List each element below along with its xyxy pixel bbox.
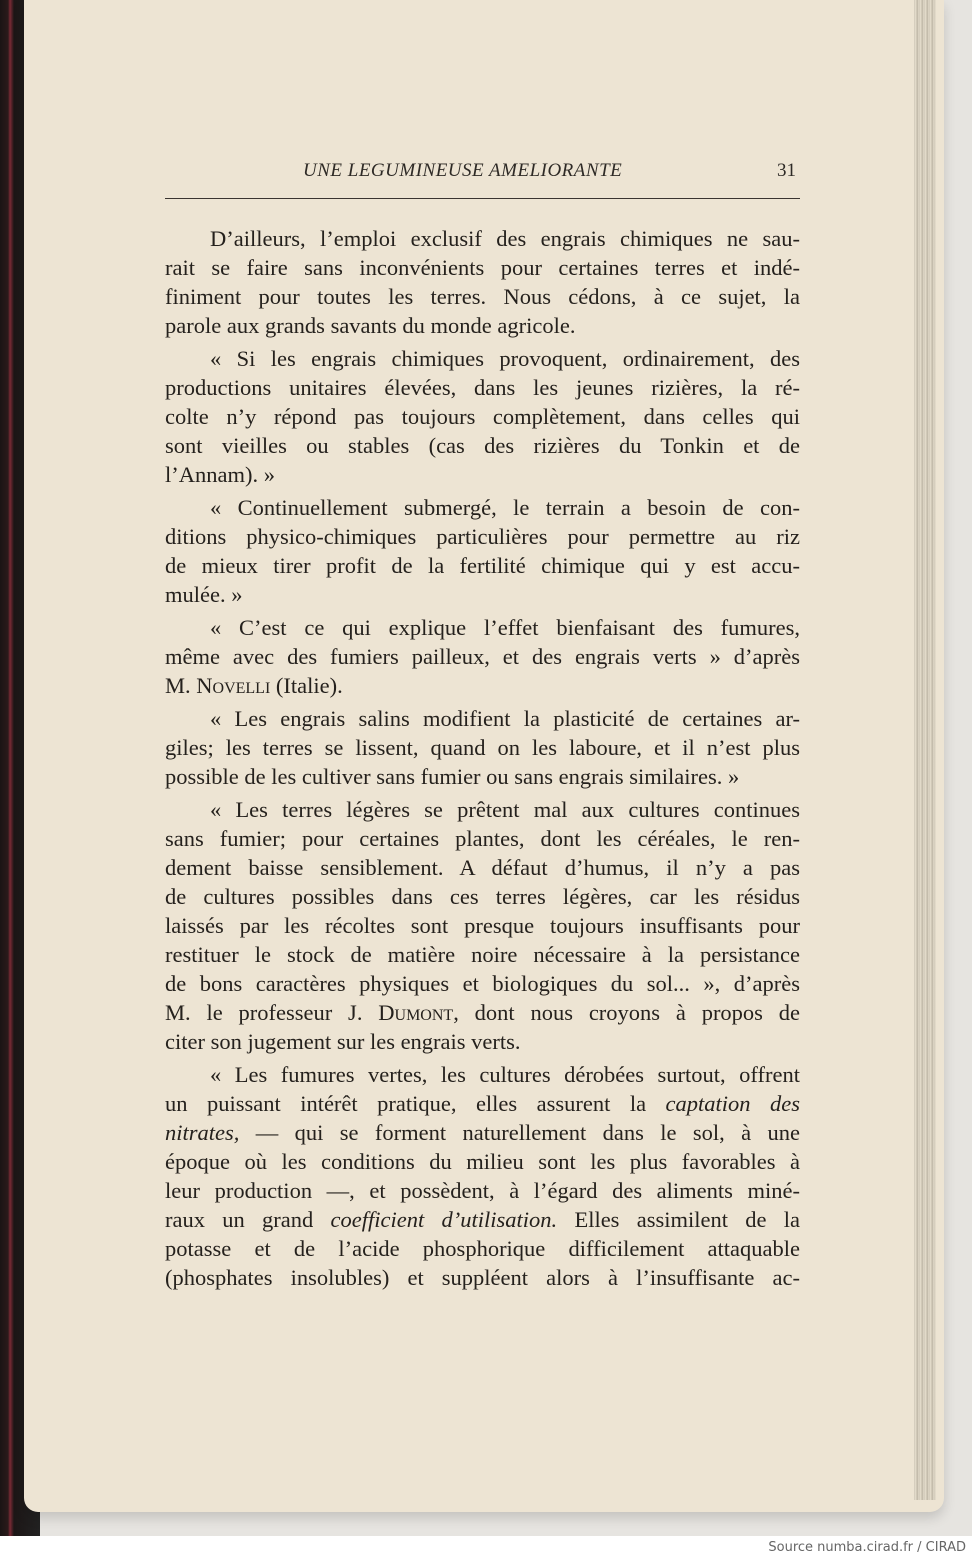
text-line — [165, 522, 800, 551]
text-line — [165, 1263, 800, 1292]
page-edges — [914, 0, 936, 1500]
text-line — [165, 1176, 800, 1205]
text-line — [165, 1205, 800, 1234]
source-credit: Source numba.cirad.fr / CIRAD — [768, 1540, 966, 1555]
paragraph — [165, 224, 800, 340]
text-line — [165, 402, 800, 431]
text-segment: sans fumier; pour certaines plantes, dont les céréales, le ren- — [165, 826, 800, 851]
text-segment: raux un grand — [165, 1207, 331, 1232]
text-segment: (Italie). — [270, 673, 343, 698]
italic-text: nitrates, — [165, 1120, 240, 1145]
text-segment: « C’est ce qui explique l’effet bienfaisant des fumures, — [210, 615, 800, 640]
text-segment: colte n’y répond pas toujours complètement, dans celles qui — [165, 404, 800, 429]
text-segment: M. le professeur J. — [165, 1000, 379, 1025]
text-line — [165, 344, 800, 373]
text-segment: dement baisse sensiblement. A défaut d’humus, il n’y a pas — [165, 855, 800, 880]
text-segment: ditions physico-chimiques particulières pour permettre au riz — [165, 524, 800, 549]
text-segment: de bons caractères physiques et biologiques du sol... », d’après — [165, 971, 800, 996]
paragraph — [165, 795, 800, 1056]
text-line — [165, 671, 800, 700]
running-header — [165, 158, 800, 199]
running-title: UNE LEGUMINEUSE AMELIORANTE — [303, 160, 623, 181]
text-segment: parole aux grands savants du monde agricole. — [165, 313, 576, 338]
small-caps-name: Novelli — [196, 673, 271, 698]
text-line — [165, 969, 800, 998]
text-segment: M. — [165, 673, 197, 698]
text-segment: « Les engrais salins modifient la plasticité de certaines ar- — [210, 706, 800, 731]
text-line — [165, 551, 800, 580]
text-line — [165, 1060, 800, 1089]
text-line — [165, 1147, 800, 1176]
text-line — [165, 1089, 800, 1118]
text-line — [165, 224, 800, 253]
text-line — [165, 613, 800, 642]
text-segment: giles; les terres se lissent, quand on les laboure, et il n’est plus — [165, 735, 800, 760]
text-segment: leur production —, et possèdent, à l’égard des aliments miné- — [165, 1178, 800, 1203]
text-line — [165, 1118, 800, 1147]
text-line — [165, 1234, 800, 1263]
text-segment: — qui se forment naturellement dans le sol, à une — [239, 1120, 800, 1145]
small-caps-name: Dumont — [378, 1000, 454, 1025]
text-line — [165, 1027, 800, 1056]
text-segment: , dont nous croyons à propos de — [453, 1000, 801, 1025]
text-line — [165, 460, 800, 489]
text-line — [165, 373, 800, 402]
paragraph — [165, 344, 800, 489]
text-segment: productions unitaires élevées, dans les jeunes rizières, la ré- — [165, 375, 800, 400]
text-line — [165, 704, 800, 733]
text-segment: Elles assimilent de la — [557, 1207, 800, 1232]
page-number: 31 — [777, 160, 796, 181]
italic-text: captation des — [665, 1091, 800, 1116]
text-line — [165, 642, 800, 671]
text-line — [165, 882, 800, 911]
text-line — [165, 824, 800, 853]
text-segment: citer son jugement sur les engrais verts. — [165, 1029, 521, 1054]
text-line — [165, 431, 800, 460]
text-segment: potasse et de l’acide phosphorique difficilement attaquable — [165, 1236, 800, 1261]
text-segment: de cultures possibles dans ces terres légères, car les résidus — [165, 884, 800, 909]
text-line — [165, 853, 800, 882]
text-segment: « Les fumures vertes, les cultures dérobées surtout, offrent — [210, 1062, 800, 1087]
paragraph — [165, 704, 800, 791]
text-segment: restituer le stock de matière noire nécessaire à la persistance — [165, 942, 800, 967]
text-line — [165, 311, 800, 340]
text-segment: l’Annam). » — [165, 462, 275, 487]
text-segment: « Les terres légères se prêtent mal aux cultures continues — [210, 797, 800, 822]
text-segment: « Continuellement submergé, le terrain a besoin de con- — [210, 495, 800, 520]
text-segment: finiment pour toutes les terres. Nous cédons, à ce sujet, la — [165, 284, 800, 309]
paragraph — [165, 1060, 800, 1292]
text-segment: « Si les engrais chimiques provoquent, ordinairement, des — [210, 346, 800, 371]
text-segment: même avec des fumiers pailleux, et des engrais verts » d’après — [165, 644, 800, 669]
text-segment: rait se faire sans inconvénients pour certaines terres et indé- — [165, 255, 800, 280]
text-line — [165, 733, 800, 762]
text-line — [165, 282, 800, 311]
paragraph — [165, 613, 800, 700]
text-line — [165, 253, 800, 282]
text-line — [165, 998, 800, 1027]
text-line — [165, 580, 800, 609]
text-segment: D’ailleurs, l’emploi exclusif des engrais chimiques ne sau- — [210, 226, 800, 251]
text-segment: époque où les conditions du milieu sont les plus favorables à — [165, 1149, 800, 1174]
text-segment: possible de les cultiver sans fumier ou sans engrais similaires. » — [165, 764, 740, 789]
italic-text: coefficient d’utilisation. — [330, 1207, 558, 1232]
body-text — [165, 224, 800, 1296]
text-segment: mulée. » — [165, 582, 243, 607]
text-line — [165, 940, 800, 969]
paragraph — [165, 493, 800, 609]
text-line — [165, 795, 800, 824]
text-line — [165, 762, 800, 791]
text-segment: laissés par les récoltes sont presque toujours insuffisants pour — [165, 913, 800, 938]
text-line — [165, 493, 800, 522]
text-segment: un puissant intérêt pratique, elles assurent la — [165, 1091, 666, 1116]
text-segment: sont vieilles ou stables (cas des rizières du Tonkin et de — [165, 433, 800, 458]
text-segment: (phosphates insolubles) et suppléent alors à l’insuffisante ac- — [165, 1265, 800, 1290]
text-segment: de mieux tirer profit de la fertilité chimique qui y est accu- — [165, 553, 800, 578]
text-line — [165, 911, 800, 940]
